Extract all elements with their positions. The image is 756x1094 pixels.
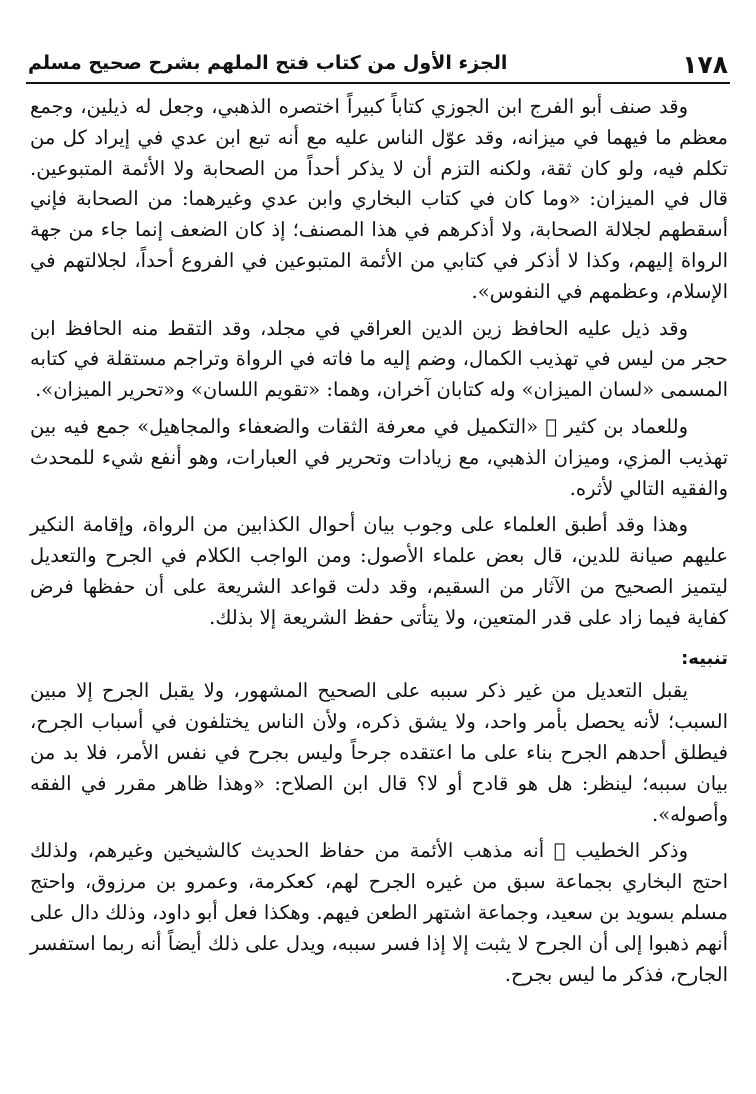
- notice-heading: تنبيه:: [681, 647, 728, 669]
- paragraph-2: وقد ذيل عليه الحافظ زين الدين العراقي في مجلد، وقد التقط منه الحافظ ابن حجر من ليس في تهذيب الكمال، وضم إليه ما فاته في الرواة وتراجم مستقلة في كتابه المسمى «لسان الميزان» وله كتابان آخران، وهما: «تقويم اللسان» و«تحرير الميزان».: [30, 316, 728, 402]
- header-rule: [26, 82, 730, 84]
- page-number: ١٧٨: [682, 50, 728, 79]
- paragraph-4: وهذا وقد أطبق العلماء على وجوب بيان أحوال الكذابين من الرواة، وإقامة النكير عليهم صيانة للدين، قال بعض علماء الأصول: ومن الواجب الكلام في الجرح والتعديل ليتميز الصحيح من الآثار من السقيم، وقد دلت قواعد الشريعة على أن حفظها فرض كفاية فيما زاد على قدر المتعين، ولا يتأتى حفظ الشريعة إلا بذلك.: [30, 513, 728, 629]
- paragraph-6: وذكر الخطيب ﷬ أنه مذهب الأئمة من حفاظ الحديث كالشيخين وغيرهم، ولذلك احتج البخاري بجماعة سبق من غيره الجرح لهم، كعكرمة، وعمرو بن مرزوق، واحتج مسلم بسويد بن سعيد، وجماعة اشتهر الطعن فيهم. وهكذا فعل أبو داود، وذلك دال على أنهم ذهبوا إلى أن الجرح لا يثبت إلا إذا فسر سببه، ويدل على ذلك أيضاً أنه ربما استفسر الجارح، فذكر ما ليس بجرح.: [30, 839, 728, 986]
- paragraph-5: يقبل التعديل من غير ذكر سببه على الصحيح المشهور، ولا يقبل الجرح إلا مبين السبب؛ لأنه يحصل بأمر واحد، ولا يشق ذكره، ولأن الناس يختلفون في أسباب الجرح، فيطلق أحدهم الجرح بناء على ما اعتقده جرحاً وليس بجرح في نفس الأمر، فلا بد من بيان سببه؛ لينظر: هل هو قادح أو لا؟ قال ابن الصلاح: «وهذا ظاهر مقرر في الفقه وأصوله».: [30, 679, 728, 826]
- paragraph-1: وقد صنف أبو الفرج ابن الجوزي كتاباً كبيراً اختصره الذهبي، وجعل له ذيلين، وجمع معظم ما فيهما في ميزانه، وقد عوّل الناس عليه مع أنه تبع ابن عدي في إيراد كل من تكلم فيه، ولو كان ثقة، ولكنه التزم أن لا يذكر أحداً من الصحابة ولا الأئمة المتبوعين. قال في الميزان: «وما كان في كتاب البخاري وابن عدي وغيرهما: من الصحابة فإني أسقطهم لجلالة الصحابة، ولا أذكرهم في هذا المصنف؛ إذ كان الضعف إنما جاء من جهة الرواة إليهم، وكذا لا أذكر في كتابي من الأئمة المتبوعين في الفروع أحداً، لجلالتهم في الإسلام، وعظمهم في النفوس».: [30, 95, 728, 303]
- page-body: [30, 92, 728, 996]
- running-title: الجزء الأول من كتاب فتح الملهم بشرح صحيح مسلم: [28, 52, 508, 74]
- paragraph-3: وللعماد بن كثير ﷬ «التكميل في معرفة الثقات والضعفاء والمجاهيل» جمع فيه بين تهذيب المزي، وميزان الذهبي، مع زيادات وتحرير في العبارات، وهو أنفع شيء للمحدث والفقيه التالي لأثره.: [30, 414, 728, 500]
- page-header: [26, 44, 730, 84]
